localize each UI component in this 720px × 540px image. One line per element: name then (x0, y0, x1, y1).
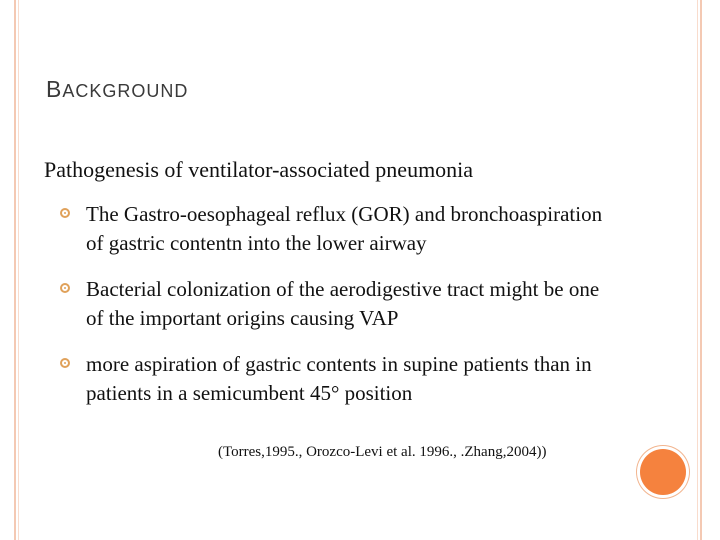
citation: (Torres,1995., Orozco-Levi et al. 1996., .Zhang,2004)) (218, 444, 547, 460)
bullet-list (60, 200, 620, 408)
bullet-text: Bacterial colonization of the aerodigestive tract might be one of the important origins causing VAP (86, 277, 600, 330)
circle-bullet-icon (60, 358, 70, 368)
bullet-item (60, 200, 620, 258)
title-rest: ACKGROUND (62, 81, 189, 101)
orange-circle-icon (640, 449, 686, 495)
slide-subtitle: Pathogenesis of ventilator-associated pneumonia (44, 157, 474, 182)
bullet-item (60, 275, 620, 333)
bullet-text: more aspiration of gastric contents in supine patients than in patients in a semicumbent 45° position (86, 352, 592, 405)
circle-bullet-icon (60, 208, 70, 218)
slide-title (46, 76, 188, 103)
title-initial: B (46, 76, 63, 102)
bullet-item (60, 350, 620, 408)
circle-bullet-icon (60, 283, 70, 293)
bullet-text: The Gastro-oesophageal reflux (GOR) and bronchoaspiration of gastric contentn into the lower airway (86, 202, 603, 255)
